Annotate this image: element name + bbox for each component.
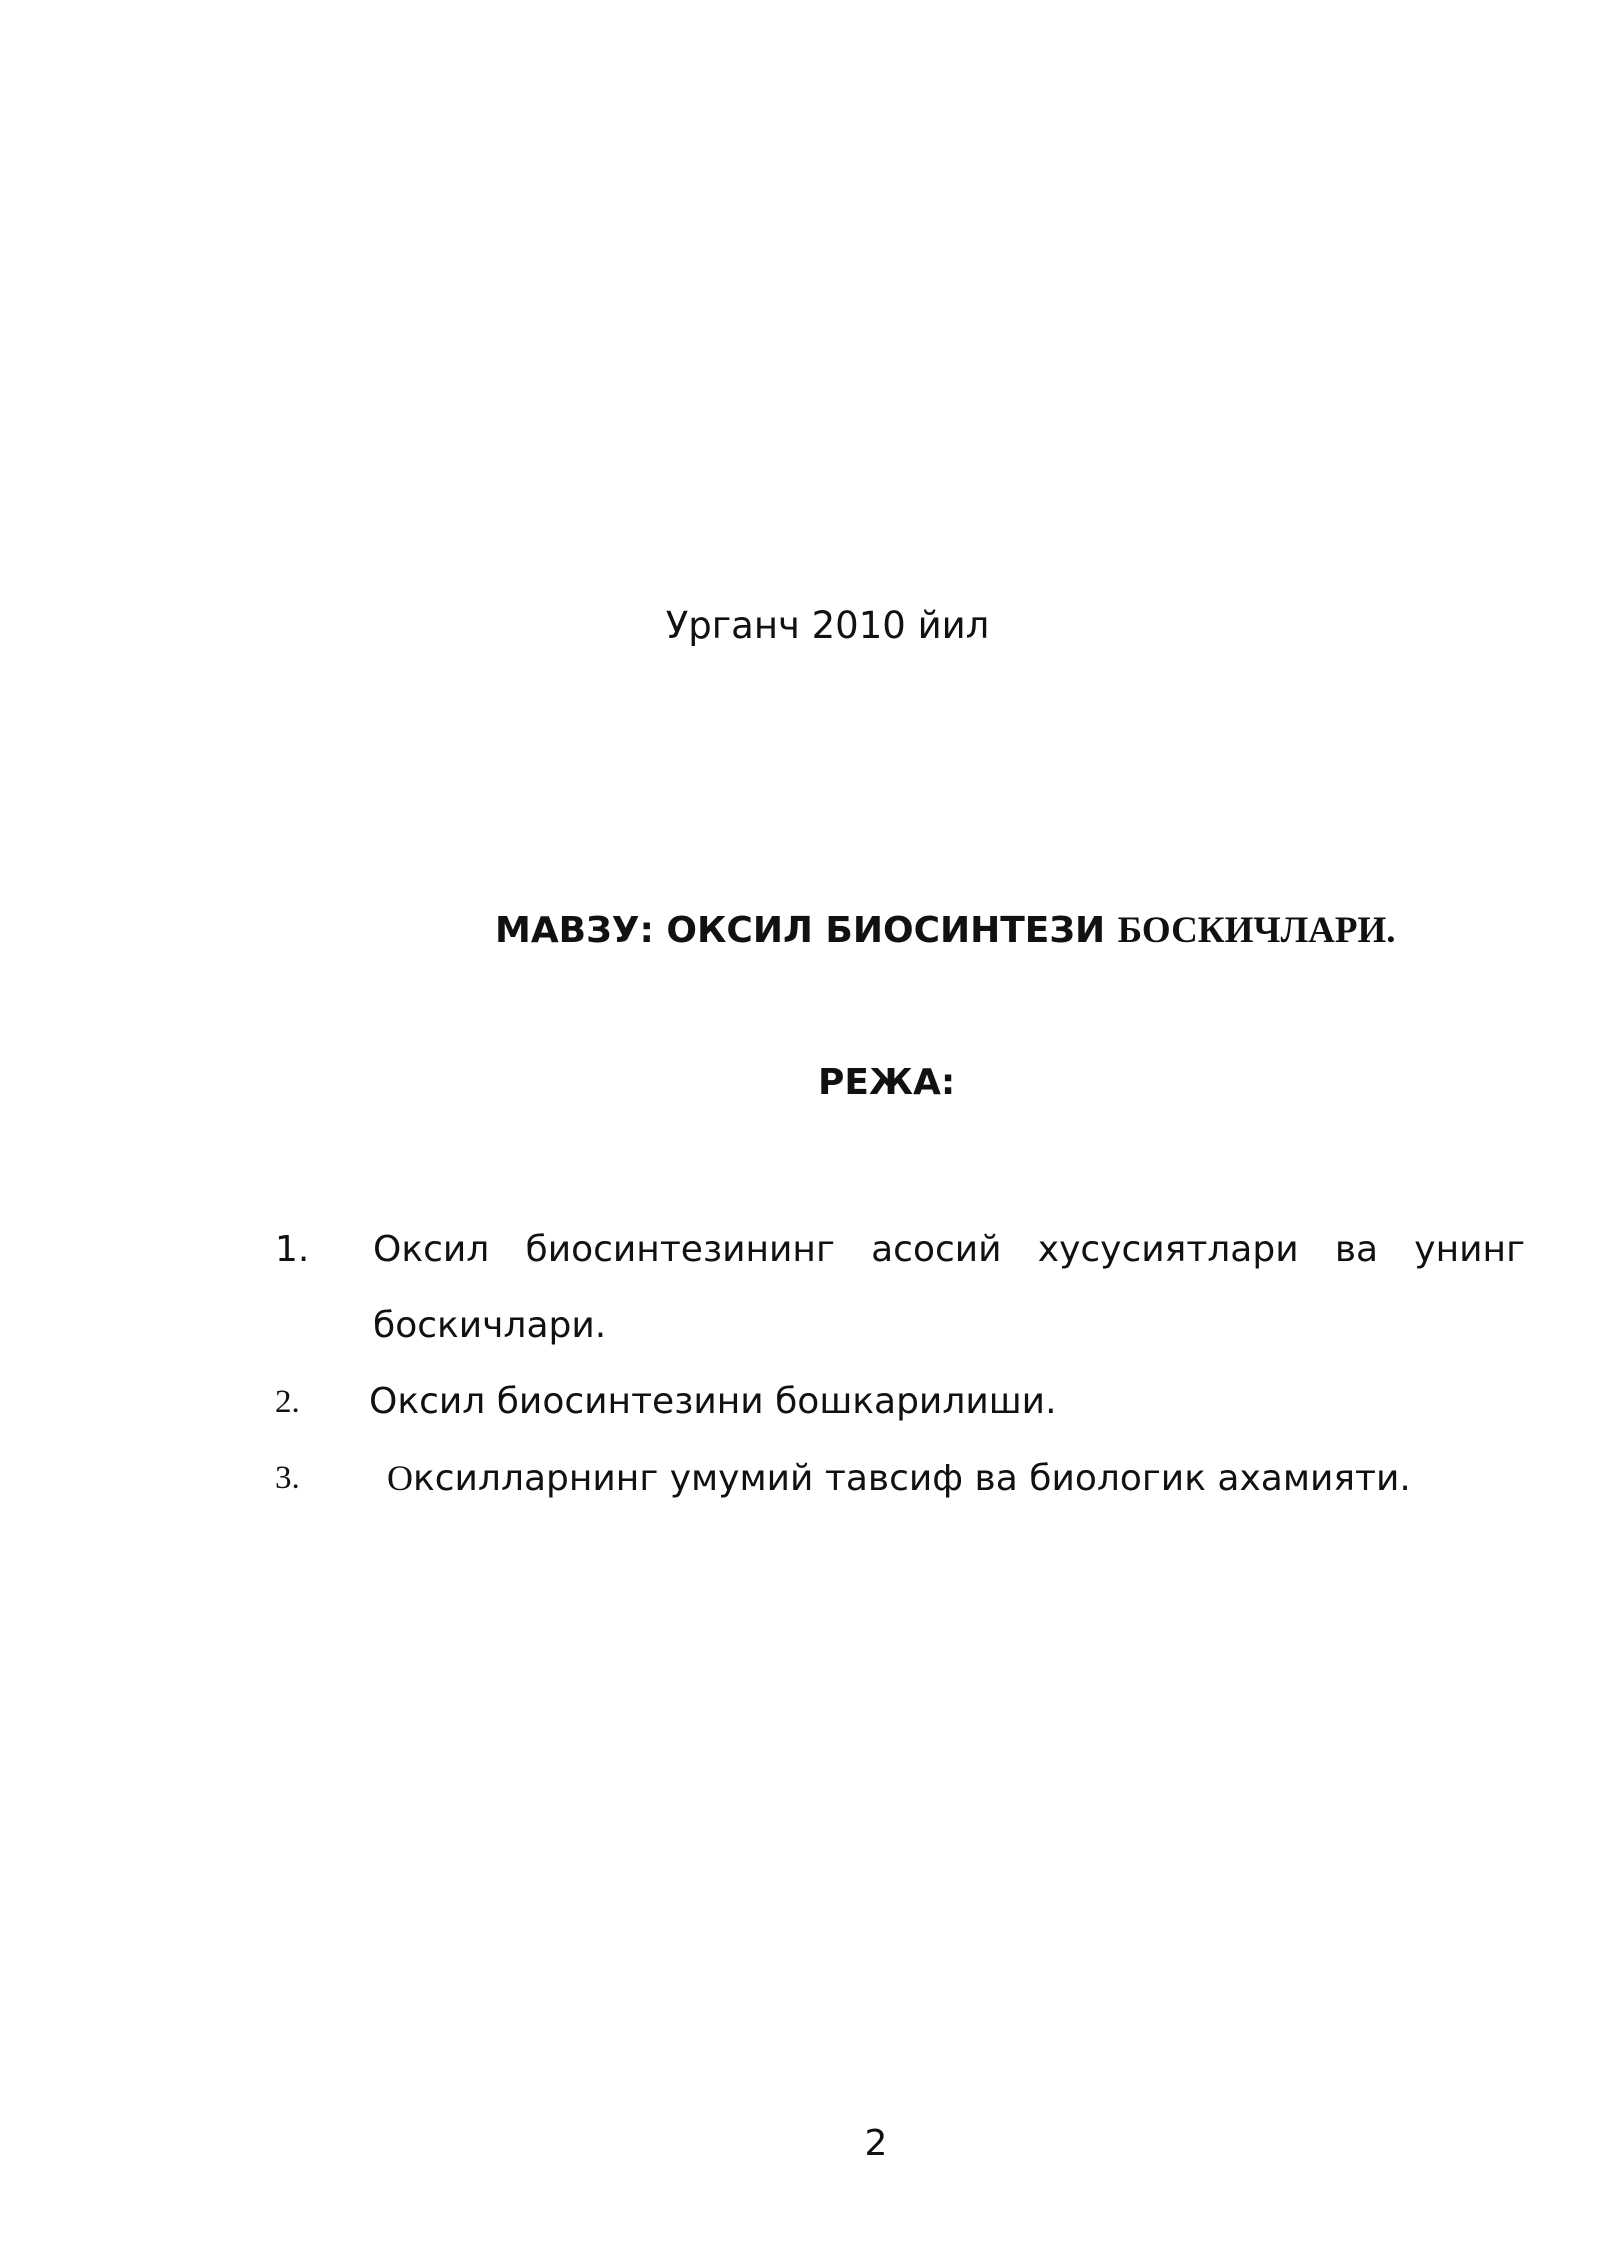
topic-tail: БОСКИЧЛАРИ. [1117, 910, 1396, 951]
topic-title [495, 905, 1395, 957]
city-year-line: Урганч 2010 йил [665, 604, 990, 647]
plan-item-first-letter: О [387, 1458, 413, 1498]
plan-item-text: Оксил биосинтезининг асосий хусусиятлари ва унинг боскичлари. [373, 1229, 1525, 1346]
plan-item-number: 2. [275, 1384, 300, 1420]
plan-item-text: ксилларнинг умумий тавсиф ва биологик ахамияти. [413, 1458, 1411, 1499]
plan-item-text-wrapper [387, 1440, 1525, 1517]
topic-label: МАВЗУ: ОКСИЛ БИОСИНТЕЗИ [495, 910, 1118, 951]
plan-item-text: Оксил биосинтезини бошкарилиши. [369, 1381, 1057, 1422]
plan-item-3 [275, 1440, 1525, 1517]
plan-heading: РЕЖА: [818, 1062, 956, 1103]
plan-item-number: 3. [275, 1460, 300, 1496]
plan-item-number: 1. [275, 1229, 310, 1270]
plan-item-1 [275, 1212, 1525, 1364]
plan-item-2 [275, 1364, 1525, 1440]
plan-list [275, 1212, 1525, 1517]
page-number: 2 [864, 2123, 888, 2164]
